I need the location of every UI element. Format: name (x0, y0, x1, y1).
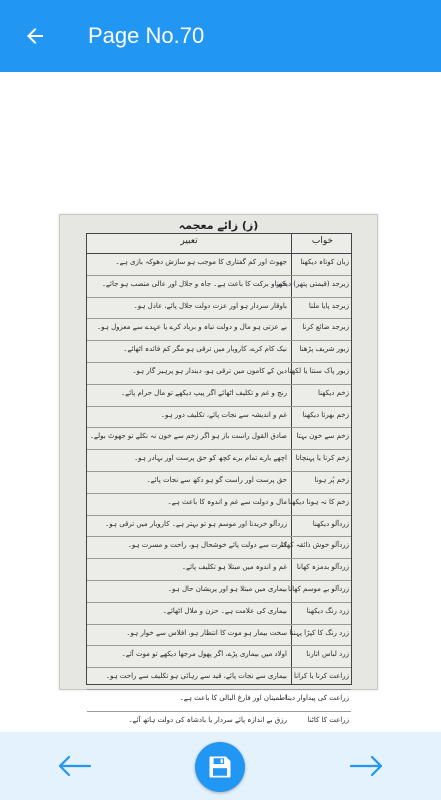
dream-cell: زبور پاک سنتا یا لکھنا (287, 366, 349, 375)
table-row (87, 363, 351, 385)
table-body (87, 254, 351, 777)
meaning-cell: بیماری میں مبتلا ہو اور پریشان حال ہو۔ (167, 584, 287, 593)
dream-cell: زبور شریف پڑھنا (299, 345, 349, 354)
meaning-cell: دین کے کاموں میں ترقی ہو، دیندار ہو پرہیز گار ہو۔ (132, 366, 287, 375)
meaning-cell: کثرت سے دولت پائے خوشحال ہو، راحت و مسرت ہو۔ (127, 541, 287, 550)
scan-section-heading: (ز) زائے معجمہ (178, 219, 259, 232)
meaning-cell: رنج و غم و تکلیف اٹھائے اگر پیپ دیکھے تو مال حرام پائے۔ (121, 388, 287, 397)
meaning-cell: غم و اندوہ میں مبتلا ہو تکلیف پائے۔ (181, 563, 287, 572)
column-header-dream: خواب (311, 236, 334, 246)
table-row (87, 581, 351, 603)
table-row (87, 298, 351, 320)
dream-table (86, 233, 352, 724)
arrow-left-icon (23, 24, 47, 48)
meaning-cell: سخت بیمار ہو موت کا انتظار ہو، افلاس سے خوار ہو۔ (126, 628, 287, 637)
table-row (87, 385, 351, 407)
dream-cell: زردآلو بے موسم کھانا (288, 584, 349, 593)
meaning-cell: مال و دولت سے غم و اندوہ کا باعث ہے۔ (167, 497, 287, 506)
dream-cell: زبرجد پایا ملنا (308, 301, 349, 310)
meaning-cell: اطمینان اور فارغ البالی کا باعث ہے۔ (179, 693, 287, 702)
meaning-cell: زردآلو خریدنا اور موسم ہو تو بہتر ہے۔ کاروبار میں ترقی ہو۔ (105, 519, 287, 528)
table-row (87, 712, 351, 734)
table-row (87, 341, 351, 363)
meaning-cell: بے عزتی ہو مال و دولت تباہ و برباد کرے یا عہدے سے معزول ہو۔ (97, 323, 287, 332)
table-row (87, 254, 351, 276)
meaning-cell: بیماری کی علامت ہے۔ حزن و ملال اٹھائے۔ (162, 606, 287, 615)
table-row (87, 450, 351, 472)
table-row (87, 690, 351, 712)
dream-cell: زخم کرنا یا پہنچانا (295, 454, 349, 463)
dream-cell: زراعت کا کاٹنا (307, 715, 349, 724)
table-row (87, 559, 351, 581)
meaning-cell: صادق القول راست باز ہو اگر زخم سے خون نہ نکلے تو جھوٹ بولے۔ (89, 432, 287, 441)
dream-cell: زردآلو بدمزہ کھانا (296, 563, 349, 572)
meaning-cell: حق پرست اور راست گو ہو دکھ سے نجات پائے۔ (146, 475, 287, 484)
table-row (87, 537, 351, 559)
meaning-cell: خیر و برکت کا باعث ہے۔ جاہ و جلال اور عالی منصب ہو جائے۔ (101, 279, 287, 288)
back-button[interactable] (0, 0, 70, 72)
dream-cell: زراعت کی پیداوار دینا (285, 693, 349, 702)
dream-cell: زردآلو دیکھنا (312, 519, 349, 528)
table-row (87, 646, 351, 668)
meaning-cell: رزق بے اندازہ پائے سردار یا بادشاہ کی دولت ہاتھ آئے۔ (128, 715, 287, 724)
dream-cell: زرد رنگ کا کپڑا پہننا (289, 628, 349, 637)
table-row (87, 516, 351, 538)
dream-cell: زرد رنگ دیکھنا (306, 606, 349, 615)
previous-page-button[interactable] (52, 752, 96, 780)
table-row (87, 494, 351, 516)
column-header-meaning: تعبیر (180, 236, 198, 246)
meaning-cell: جھوٹ اور کم گفتاری کا موجب ہو سازش دھوکہ بازی ہے۔ (115, 258, 287, 266)
dream-cell: زخم سے خون بہتا (296, 432, 349, 441)
table-row (87, 428, 351, 450)
dream-cell: زخم پُر ہونا (314, 475, 349, 484)
dream-cell: زخم بھرتا دیکھنا (302, 410, 349, 419)
arrow-right-icon (350, 755, 384, 777)
dream-cell: زردآلو خوش ذائقہ کھانا (280, 541, 349, 550)
dream-cell: زخم کا نہ ہونا دیکھنا (288, 497, 349, 506)
table-row (87, 668, 351, 690)
save-button[interactable] (195, 742, 245, 792)
meaning-cell: اولاد میں بیماری پڑے، اگر پھول مرجھا دیکھے تو موت آئے۔ (121, 650, 287, 659)
meaning-cell: نیک کام کرے، کاروبار میں ترقی ہو مگر کم فائدہ اٹھائے۔ (123, 345, 287, 354)
dream-cell: زبرجد ضائع کرنا (302, 323, 349, 332)
dream-cell: زبان کوتاہ دیکھنا (300, 258, 349, 266)
meaning-cell: بیماری سے نجات پائے، قید سے رہائی ہو تکلیف سے راحت ہو۔ (105, 672, 287, 681)
meaning-cell: باوقار سردار ہو اور عزت دولت جلال پائے، عادل ہو۔ (133, 301, 287, 310)
table-row (87, 472, 351, 494)
table-row (87, 276, 351, 298)
table-header (87, 234, 351, 254)
dream-cell: زبرجد (قیمتی پتھر) دیکھنا (274, 279, 349, 288)
dream-cell: زرد لباس اتارنا (306, 650, 349, 659)
next-page-button[interactable] (345, 752, 389, 780)
table-row (87, 407, 351, 429)
table-row (87, 319, 351, 341)
arrow-left-icon (57, 755, 91, 777)
meaning-cell: غم و اندیشہ سے نجات پائے، تکلیف دور ہو۔ (160, 410, 287, 419)
meaning-cell: اچھے بارے تمام برے کچھ کو حق پرست اور بہادر ہو۔ (134, 454, 287, 463)
table-row (87, 625, 351, 647)
floppy-disk-icon (206, 753, 234, 781)
page-title: Page No.70 (88, 23, 205, 48)
table-row (87, 603, 351, 625)
app-bar (0, 0, 441, 72)
scanned-page-image[interactable] (59, 214, 378, 724)
dream-cell: زراعت کرنا یا کرانا (293, 672, 349, 681)
dream-cell: زخم دیکھنا (318, 388, 349, 397)
